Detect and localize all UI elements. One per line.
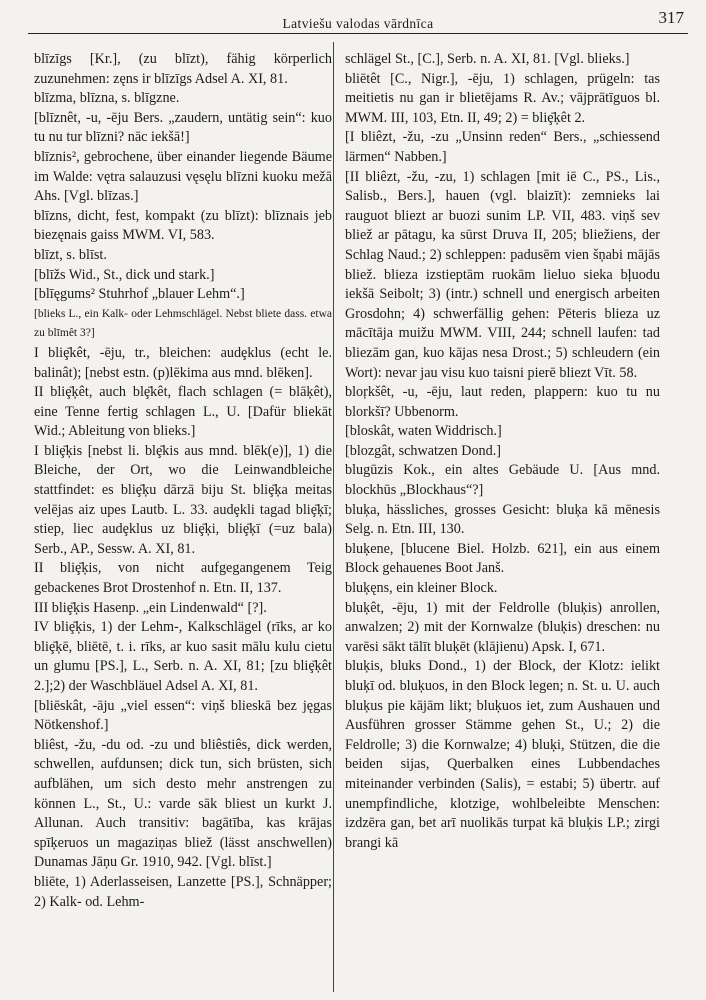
dictionary-entry: blīznis², gebrochene, über einander liegende Bäume im Walde: vętra salauzusi vęsęlu blīzni kuoku mežā Ahs. [Vgl. blīzas.] xyxy=(34,148,332,205)
dictionary-entry: [blīznêt, -u, -ēju Bers. „zaudern, untätig sein“: kuo tu nu tur blīzni? nāc iekšā!] xyxy=(34,109,332,146)
page-number: 317 xyxy=(658,8,684,27)
running-title: Latviešu valodas vārdnīca xyxy=(282,16,434,31)
dictionary-entry: bliēte, 1) Aderlasseisen, Lanzette [PS.], Schnäpper; 2) Kalk- od. Lehm- xyxy=(34,873,332,910)
dictionary-entry: II bliȩ̄ķêt, auch blȩ̄kêt, flach schlagen (= blāķêt), eine Tenne fertig schlagen L., U. [Dafür bliekāt Wid.; Ableitung von blieks.] xyxy=(34,384,332,440)
dictionary-entry: blugūzis Kok., ein altes Gebäude U. [Aus mnd. blockhūs „Blockhaus“?] xyxy=(345,462,660,499)
dictionary-entry: [I bliêzt, -žu, -zu „Unsinn reden“ Bers., „schiessend lärmen“ Nabben.] xyxy=(345,129,660,165)
dictionary-entry: schlägel St., [C.], Serb. n. A. XI, 81. [Vgl. blieks.] xyxy=(345,51,630,67)
dictionary-entry: [II bliêzt, -žu, -zu, 1) schlagen [mit iē C., PS., Lis., Salisb., Bers.], hauen (vgl. blaizīt): zemnieks lai rauguot bliezt ar buozi sunim LP. VII, 483. viņš sev bliež ar pātagu, ka sūrst Druva II, 205; bliežiens, der Schlag Naud.; 2) schleppen: padusēm vien šņabi mājās bliež. blieza izstieptām ruokām lieluo sieka bļuodu iekšā Seibolt; 3) (intr.) schnell und energisch arbeiten Grosdohn; 4) schwerfällig gehen: Pēteris blieza uz mācītāja muižu MWM. VIII, 244; schnell laufen: tad bliezām gan, kuo kājas nesa Drost.; 5) schleudern (ein Wort): nevar jau visu kuo taisni pierē bliezt Vīt. 58. xyxy=(345,168,660,381)
dictionary-entry: bluķene, [blucene Biel. Holzb. 621], ein aus einem Block gehauenes Boot Janš. xyxy=(345,540,660,577)
dictionary-entry: bloŗkšêt, -u, -ēju, laut reden, plappern: kuo tu nu blorkšī? Ubbenorm. xyxy=(345,384,660,420)
dictionary-entry: bliētêt [C., Nigr.], -ēju, 1) schlagen, prügeln: tas meitietis nu gan ir blietējams R. Av.; vājprātīguos bl. MWM. III, 103, Etn. II, 49; 2) = bliȩ̄ķêt 2. xyxy=(345,70,660,126)
dictionary-entry: bliêst, -žu, -du od. -zu und bliêstiês, dick werden, schwellen, aufdunsen; dick tun, sich brüsten, sich aufblähen, um sich desto mehr anstrengen zu können L., St., U.: varde sāk bliest un kurkt J. Allunan. Auch transitiv: bagātība, kas krājas spīķeruos un magaziņas bliež (lässt anschwellen) Dunamas Jāņu Gr. 1910, 942. [Vgl. blīst.] xyxy=(34,736,332,871)
dictionary-entry: [blīęgums² Stuhrhof „blauer Lehm“.] xyxy=(34,286,245,303)
dictionary-entry: blīzma, blīzna, s. blīgzne. xyxy=(34,90,180,107)
dictionary-entry: I bliȩ̄kêt, -ēju, tr., bleichen: audȩklus (echt le. balinât); [nebst estn. (p)lēkima aus mnd. blēken]. xyxy=(34,344,332,381)
dictionary-entry: blīzīgs [Kr.], (zu blīzt), fähig körperlich zuzunehmen: zęns ir blīzīgs Adsel A. XI, 81. xyxy=(34,51,332,87)
dictionary-entry: IV bliȩ̄ķis, 1) der Lehm-, Kalkschlägel (rīks, ar ko bliȩ̄ķē, bliētē, t. i. rīks, ar kuo sasit mālu kulu cietu un glumu [PS.], L., Serb. n. A. XI, 81; [zu bliȩ̄ķêt 2.];2) der Waschbläuel Adsel A. XI, 81. xyxy=(34,619,332,694)
dictionary-entry: bluķa, hässliches, grosses Gesicht: bluķa kā mēnesis Selg. n. Etn. III, 130. xyxy=(345,501,660,538)
dictionary-entry: I bliȩ̄ķis [nebst li. blȩ̄kis aus mnd. blēk(e)], 1) die Bleiche, der Ort, wo die Leinwandbleiche stattfindet: es bliȩ̄ķu dārzā biju St. bliȩ̄ķa meitas velējas aiz upes Lautb. L. 33. audȩkli tagad bliȩ̄ķī; stiep, liec audȩklus uz bliȩ̄ķi, bliȩ̄ķī (=uz bala) Serb., AP., Sessw. A. XI, 81. xyxy=(34,442,332,557)
dictionary-entry: III bliȩ̄ķis Hasenp. „ein Lindenwald“ [?]. xyxy=(34,599,267,616)
dictionary-entry: [blieks L., ein Kalk- oder Lehmschlägel. Nebst bliete dass. etwa zu blīmêt 3?] xyxy=(34,307,332,340)
dictionary-entry: II bliȩ̄ķis, von nicht aufgegangenem Teig gebackenes Brot Drostenhof n. Etn. II, 137. xyxy=(34,560,332,597)
dictionary-entry: [bliēskât, -āju „viel essen“: viņš blieskā bez jęgas Nötkenshof.] xyxy=(34,697,332,734)
page-header xyxy=(28,6,688,32)
dictionary-entry: bluķêt, -ēju, 1) mit der Feldrolle (bluķis) anrollen, anwalzen; 2) mit der Kornwalze (bluķis) dreschen: nu varēsi sākt tālīt bluķēt (klājienu) Apsk. I, 671. xyxy=(345,599,660,655)
header-rule xyxy=(28,33,688,34)
dictionary-entry: [blīžs Wid., St., dick und stark.] xyxy=(34,266,215,283)
dictionary-entry: bluķęns, ein kleiner Block. xyxy=(345,580,498,597)
left-column xyxy=(34,50,332,912)
dictionary-entry: [bloskât, waten Widdrisch.] xyxy=(345,423,502,440)
dictionary-entry: bluķis, bluks Dond., 1) der Block, der Klotz: ielikt bluķī od. bluķuos, in den Block legen; n. St. u. U. auch bluķus pie kājām likt; bluķuos iet, zum Aushauen und Ausführen grosser Stämme gehen St., U.; 2) die Feldrolle; 3) die Kornwalze; 4) bluķi, Stützen, die die beiden sijas, Querbalken eines Lubbendaches miteinander verbinden (Salis), = estabi; 5) übertr. auf unempfindliche, klotzige, wohlbeleibte Menschen: izdzēra gan, bet arī nuolikās turpat kā bluķis LP.; zirgi brangi kā xyxy=(345,658,660,851)
dictionary-entry: blīzns, dicht, fest, kompakt (zu blīzt): blīznais jeb biezęnais gaiss MWM. VI, 583. xyxy=(34,207,332,244)
dictionary-entry: [blozgât, schwatzen Dond.] xyxy=(345,442,502,459)
right-column xyxy=(345,50,660,853)
column-divider xyxy=(333,42,334,992)
dictionary-entry: blīzt, s. blīst. xyxy=(34,246,107,263)
